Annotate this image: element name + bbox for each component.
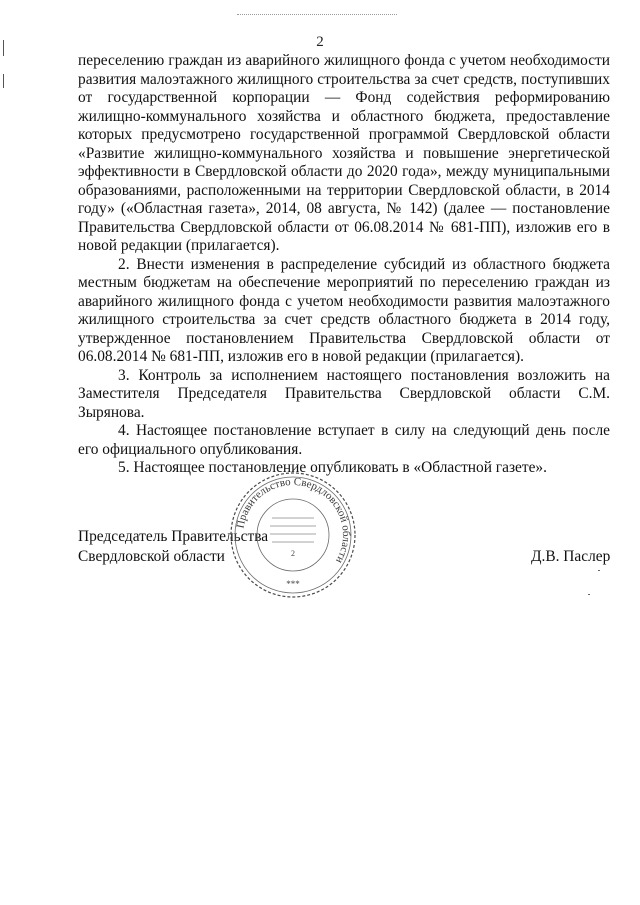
- signatory-title-line-1: Председатель Правительства: [78, 528, 269, 545]
- page-number: 2: [316, 34, 324, 50]
- paragraph-item-3: 3. Контроль за исполнением настоящего постановления возложить на Заместителя Председателя Правительства Свердловской области С.М. Зырянова.: [78, 366, 610, 421]
- seal-stars: ***: [286, 579, 300, 589]
- scan-speck: [588, 594, 590, 595]
- seal-inner-number: 2: [291, 549, 295, 558]
- paragraph-item-5: 5. Настоящее постановление опубликовать в «Областной газете».: [118, 459, 547, 476]
- paragraph-continuation: переселению граждан из аварийного жилищного фонда с учетом необходимости развития малоэтажного жилищного строительства за счет средств, поступивших от государственной корпорации — Фонд содействия реформированию жилищно-коммунального хозяйства и областного бюджета, предоставление которых предусмотрено государственной программой Свердловской области «Развитие жилищно-коммунального хозяйства и повышение энергетической эффективности в Свердловской области до 2020 года», между муниципальными образованиями, расположенными на территории Свердловской области, в 2014 году» («Областная газета», 2014, 08 августа, № 142) (далее — постановление Правительства Свердловской области от 06.08.2014 № 681-ПП), изложив его в новой редакции (прилагается).: [78, 52, 610, 254]
- signatory-name: Д.В. Паслер: [531, 548, 611, 565]
- scan-speck: [598, 570, 600, 571]
- official-seal-stamp: [228, 470, 358, 600]
- seal-inner-lines: [270, 518, 316, 542]
- paragraph-item-4: 4. Настоящее постановление вступает в силу на следующий день после его официального опубликования.: [78, 422, 610, 458]
- signatory-title-line-2: Свердловской области: [78, 548, 225, 565]
- scan-artifact-top: [237, 14, 397, 21]
- scan-artifact-left: [3, 74, 4, 88]
- paragraph-item-2: 2. Внести изменения в распределение субсидий из областного бюджета местным бюджетам на обеспечение мероприятий по переселению граждан из аварийного жилищного фонда с учетом необходимости развития малоэтажного жилищного строительства за счет средств областного бюджета в 2014 году, утвержденное постановлением Правительства Свердловской области от 06.08.2014 № 681-ПП, изложив его в новой редакции (прилагается).: [78, 255, 610, 365]
- seal-ring-text: Правительство Свердловской области: [234, 475, 353, 566]
- document-body: [78, 52, 610, 478]
